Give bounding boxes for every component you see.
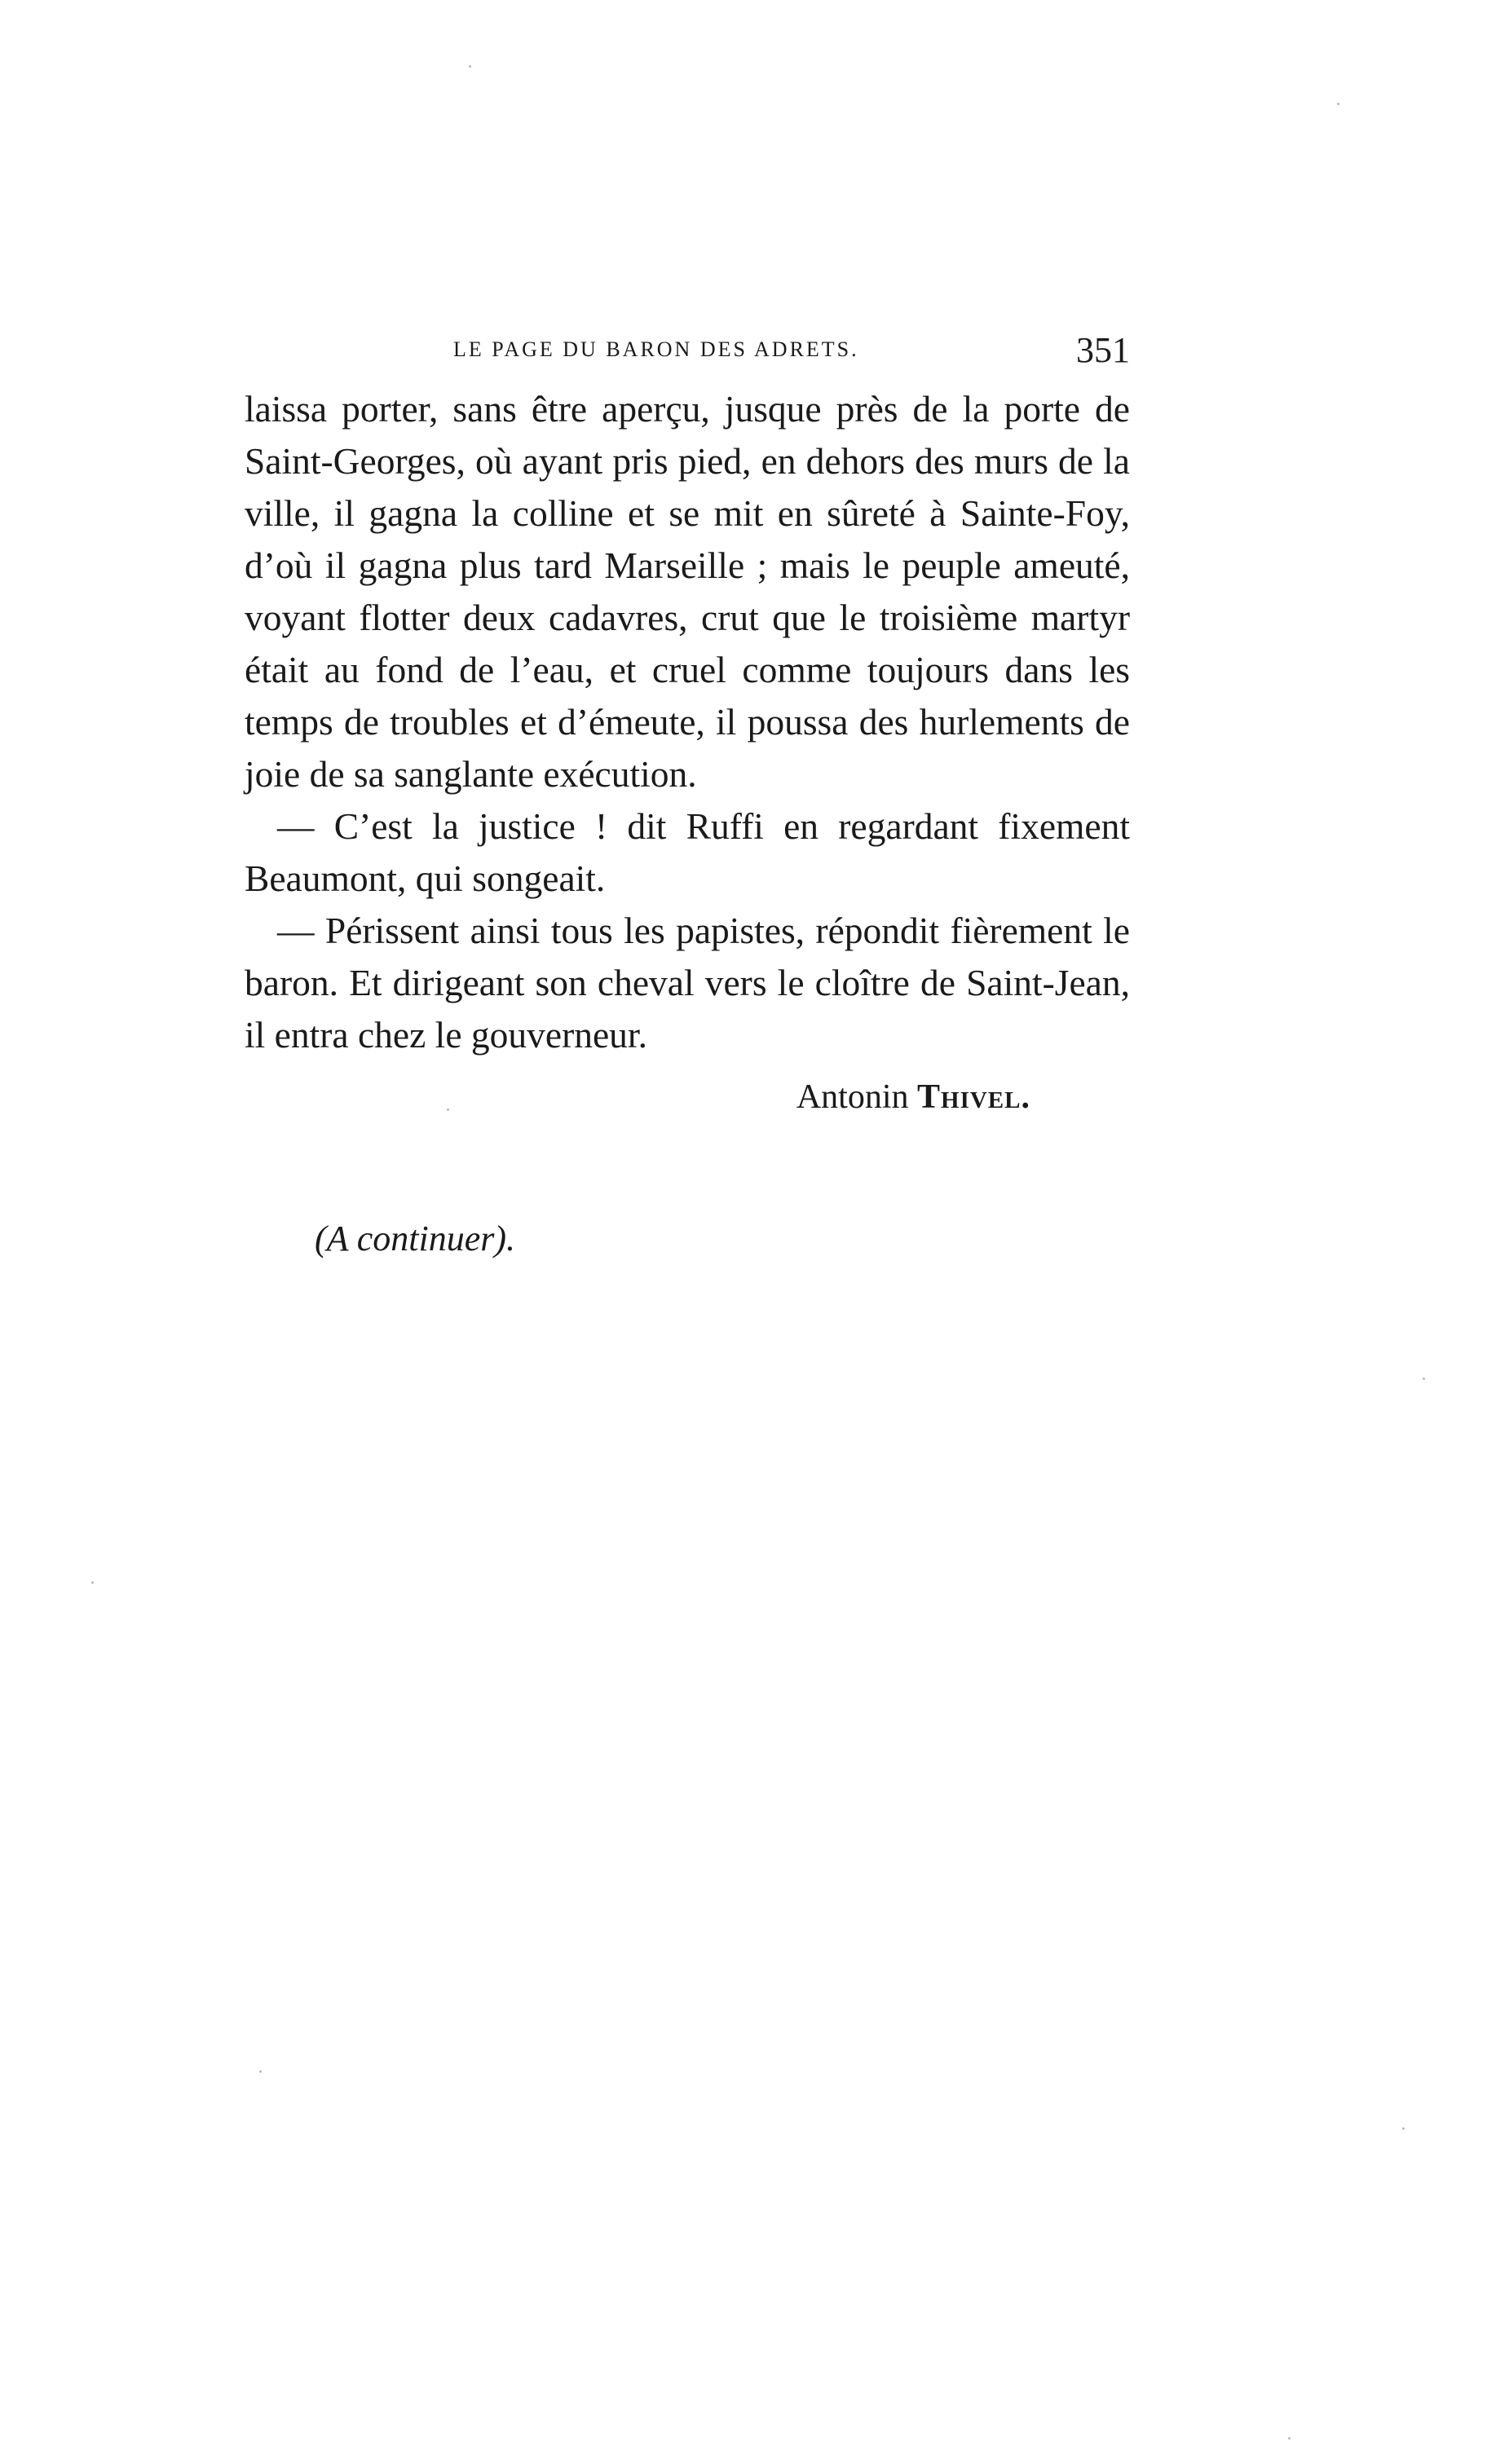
paper-speck xyxy=(1288,2437,1291,2440)
paper-speck xyxy=(1423,1377,1425,1380)
paragraph-dialogue-baron: — Périssent ainsi tous les papistes, répondit fièrement le baron. Et dirigeant son cheval vers le cloître de Saint-Jean, il entra chez le gouverneur. xyxy=(245,910,1130,1056)
continuation-note: (A continuer). xyxy=(315,1219,516,1258)
running-title: LE PAGE DU BARON DES ADRETS. xyxy=(453,337,859,361)
paper-speck xyxy=(259,2070,262,2073)
body-text xyxy=(245,383,1130,1061)
author-given-name: Antonin xyxy=(796,1078,909,1116)
paper-speck xyxy=(1402,2127,1405,2130)
paper-speck xyxy=(1337,103,1339,105)
paper-speck xyxy=(91,1581,94,1584)
author-signature xyxy=(796,1078,1030,1117)
paper-speck xyxy=(469,65,471,68)
page-number: 351 xyxy=(1076,330,1130,370)
paragraph-narration: laissa porter, sans être aperçu, jusque près de la porte de Saint-Georges, où ayant pris pied, en dehors des murs de la ville, il gagna la colline et se mit en sûreté à Sainte-Foy, d’où il gagna plus tard Marseille ; mais le peuple ameuté, voyant flotter deux cadavres, crut que le troisième martyr était au fond de l’eau, et cruel comme toujours dans les temps de troubles et d’émeute, il poussa des hurlements de joie de sa sanglante exécution. xyxy=(245,388,1130,795)
running-head xyxy=(245,330,1130,373)
paragraph-dialogue-ruffi: — C’est la justice ! dit Ruffi en regardant fixement Beaumont, qui songeait. xyxy=(245,805,1130,899)
paper-speck xyxy=(447,1109,449,1111)
author-surname: Thivel. xyxy=(917,1078,1030,1116)
